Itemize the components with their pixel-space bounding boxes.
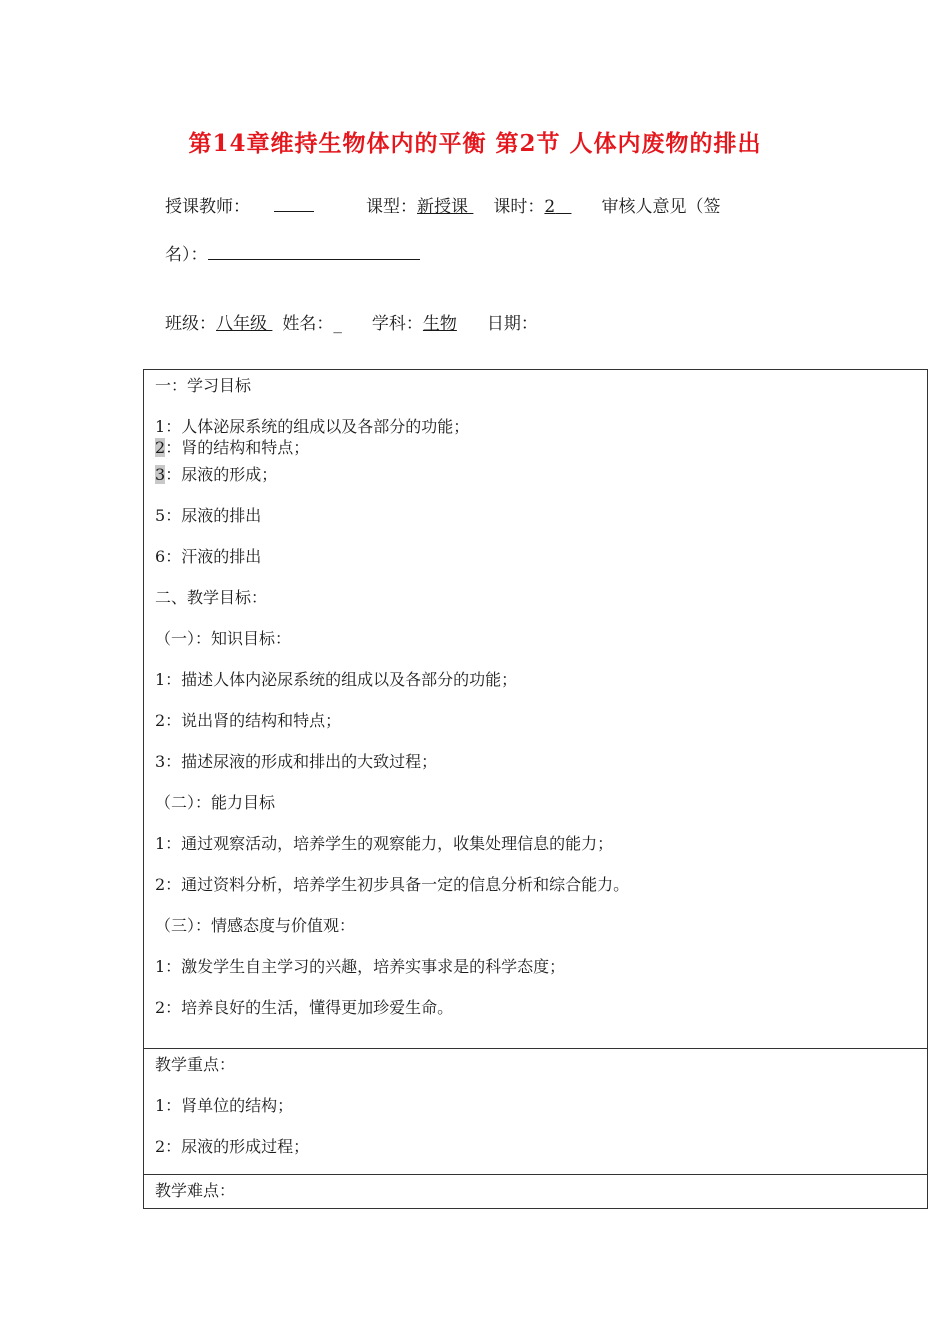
difficult-points-section	[144, 1175, 927, 1208]
goals-section	[144, 370, 927, 1049]
knowledge-goals-heading: （一）：知识目标：	[155, 629, 292, 648]
signature-blank	[208, 243, 420, 260]
subject-value: 生物	[422, 314, 457, 334]
emotion-goal-item: 1：激发学生自主学习的兴趣，培养实事求是的科学态度；	[155, 957, 566, 976]
key-points-heading: 教学重点：	[155, 1055, 236, 1074]
teacher-blank	[274, 195, 314, 212]
ability-goal-item: 2：通过资料分析，培养学生初步具备一定的信息分析和综合能力。	[155, 875, 630, 894]
lesson-info-row	[165, 192, 720, 217]
learning-goal-item: 5：尿液的排出	[155, 506, 262, 525]
knowledge-goal-item: 3：描述尿液的形成和排出的大致过程；	[155, 752, 438, 771]
class-label: 班级：	[165, 314, 216, 334]
key-point-item: 2：尿液的形成过程；	[155, 1137, 310, 1156]
key-points-section	[144, 1049, 927, 1175]
learning-goal-item: 6：汗液的排出	[155, 547, 262, 566]
emotion-goals-heading: （三）：情感态度与价值观：	[155, 916, 356, 935]
name-value: _	[333, 314, 342, 334]
difficult-points-heading: 教学难点：	[155, 1181, 236, 1200]
knowledge-goal-item: 1：描述人体内泌尿系统的组成以及各部分的功能；	[155, 670, 518, 689]
period-label: 课时：	[493, 197, 545, 217]
reviewer-sign-row	[165, 240, 420, 265]
lesson-plan-table	[143, 369, 928, 1209]
emotion-goal-item: 2：培养良好的生活，懂得更加珍爱生命。	[155, 998, 454, 1017]
teaching-goals-heading: 二、教学目标：	[155, 588, 268, 607]
teacher-label: 授课教师：	[165, 197, 250, 217]
knowledge-goal-item: 2：说出肾的结构和特点；	[155, 711, 342, 730]
student-info-row	[165, 309, 538, 334]
reviewer-label: 审核人意见（签	[601, 197, 721, 217]
lesson-type-label: 课型：	[366, 197, 417, 217]
learning-goals-heading: 一：学习目标	[155, 376, 252, 395]
ability-goal-item: 1：通过观察活动，培养学生的观察能力，收集处理信息的能力；	[155, 834, 614, 853]
document-title: 第14章维持生物体内的平衡 第2节 人体内废物的排出	[188, 130, 762, 157]
lesson-type-value: 新授课	[417, 197, 468, 217]
learning-goal-item: 2：肾的结构和特点；	[155, 438, 310, 457]
learning-goal-item: 1：人体泌尿系统的组成以及各部分的功能；	[155, 417, 470, 436]
reviewer-label-cont: 名）：	[165, 245, 208, 265]
name-label: 姓名：	[282, 314, 334, 334]
class-value: 八年级	[216, 314, 267, 334]
date-label: 日期：	[486, 314, 538, 334]
period-value: 2	[544, 197, 556, 217]
subject-label: 学科：	[371, 314, 423, 334]
ability-goals-heading: （二）：能力目标	[155, 793, 276, 812]
learning-goal-item: 3：尿液的形成；	[155, 465, 278, 484]
key-point-item: 1：肾单位的结构；	[155, 1096, 294, 1115]
